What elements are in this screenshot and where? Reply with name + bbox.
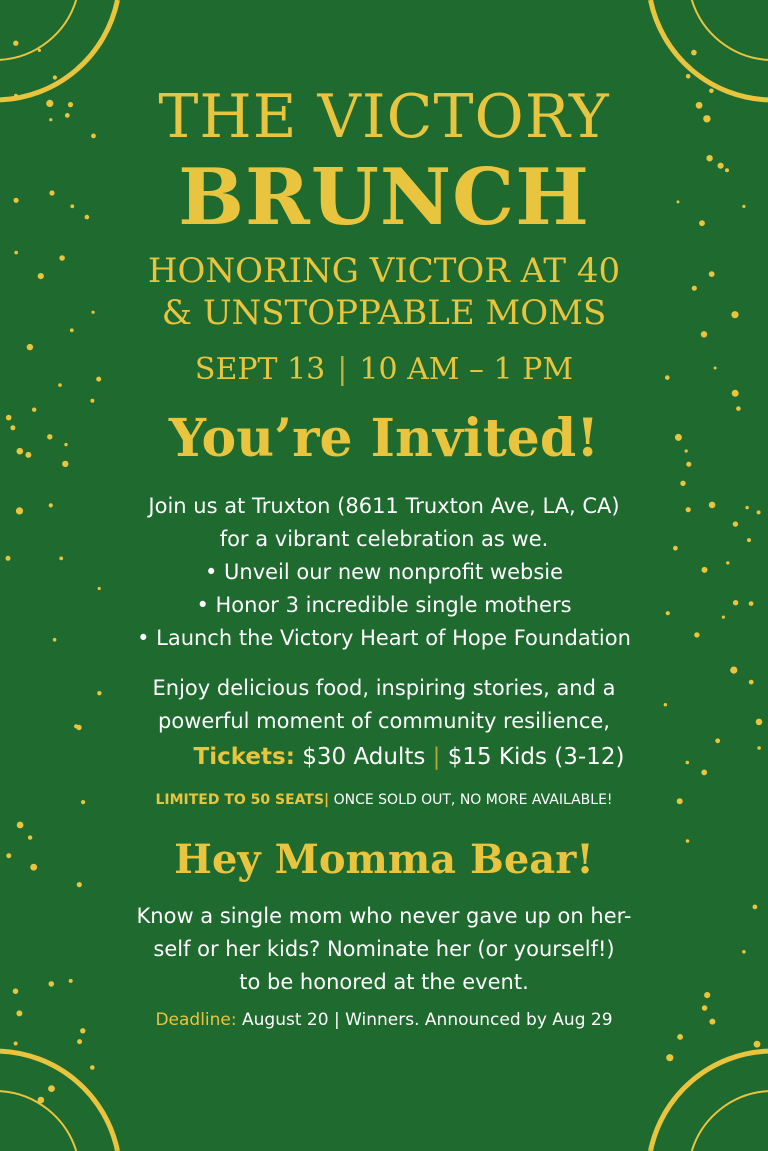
deadline <box>0 1010 768 1030</box>
tickets <box>0 744 768 770</box>
title-line-2: BRUNCH <box>178 152 590 243</box>
seat-limit <box>0 792 768 808</box>
gold-dot <box>680 481 685 486</box>
gold-dot <box>27 344 33 350</box>
tickets-separator: | <box>432 744 441 770</box>
momma-text <box>0 900 768 999</box>
subtitle-line-1: HONORING VICTOR AT 40 <box>147 251 621 291</box>
bullet-item: • Unveil our new nonprofit websie <box>204 560 564 584</box>
gold-dot <box>13 41 18 46</box>
bullet-item: • Honor 3 incredible single mothers <box>196 593 572 617</box>
tickets-label: Tickets: <box>193 744 295 770</box>
gold-dot <box>686 74 691 79</box>
tickets-adults: $30 Adults <box>302 744 426 770</box>
momma-line-3: to be honored at the event. <box>239 970 529 994</box>
corner-arc <box>0 1051 118 1151</box>
limit-label: LIMITED TO 50 SEATS| <box>155 792 330 808</box>
intro-line-1: Join us at Truxton (8611 Truxton Ave, LA, CA) <box>148 494 620 518</box>
gold-dot <box>666 1054 673 1061</box>
gold-dot <box>754 1041 761 1048</box>
tickets-kids: $15 Kids (3-12) <box>447 744 625 770</box>
gold-dot <box>677 1034 683 1040</box>
gold-dot <box>715 738 720 743</box>
corner-arc <box>651 1051 768 1151</box>
gold-dot <box>90 399 94 403</box>
limit-note: ONCE SOLD OUT, NO MORE AVAILABLE! <box>333 792 613 808</box>
event-date <box>0 352 768 387</box>
bullet-item: • Launch the Victory Heart of Hope Foundation <box>137 626 631 650</box>
enjoy-text <box>0 672 768 738</box>
enjoy-line-1: Enjoy delicious food, inspiring stories, and a <box>152 676 616 700</box>
invited-heading: You’re Invited! <box>168 408 600 469</box>
corner-arc <box>692 1091 768 1151</box>
enjoy-line-2: powerful moment of community resilience, <box>158 709 610 733</box>
gold-dot <box>691 50 697 56</box>
date-time: 10 AM – 1 PM <box>359 352 574 387</box>
gold-dot <box>77 1039 82 1044</box>
gold-dot <box>38 1097 45 1104</box>
subtitle <box>0 250 768 334</box>
gold-dot <box>701 770 707 776</box>
intro-line-2: for a vibrant celebration as we. <box>219 527 549 551</box>
title-line-1: THE VICTORY <box>158 82 610 152</box>
deadline-text: August 20 | Winners. Announced by Aug 29 <box>242 1010 613 1030</box>
subtitle-line-2: & UNSTOPPABLE MOMS <box>161 293 607 333</box>
gold-dot <box>38 49 41 52</box>
gold-dot <box>17 822 24 829</box>
momma-heading: Hey Momma Bear! <box>174 836 594 883</box>
corner-arc <box>692 0 768 60</box>
gold-dot <box>732 390 739 397</box>
date-day: SEPT 13 <box>194 352 326 387</box>
gold-dot <box>14 1042 18 1046</box>
deadline-label: Deadline: <box>155 1010 237 1030</box>
momma-line-2: self or her kids? Nominate her (or yourself!) <box>153 937 615 961</box>
momma-line-1: Know a single mom who never gave up on her- <box>136 904 632 928</box>
gold-dot <box>53 75 57 79</box>
intro-text <box>0 490 768 655</box>
gold-dot <box>90 1065 95 1070</box>
gold-dot <box>48 1085 55 1092</box>
date-separator: | <box>337 352 348 387</box>
